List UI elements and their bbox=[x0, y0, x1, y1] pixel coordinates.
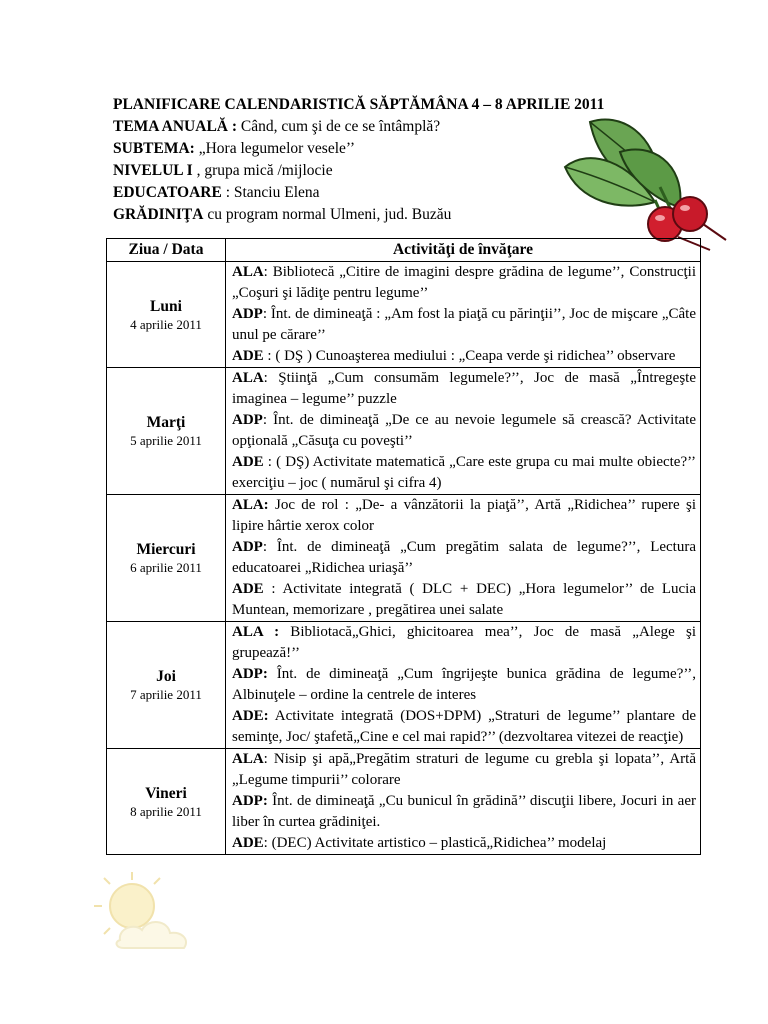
column-header-day: Ziua / Data bbox=[107, 239, 226, 262]
day-name: Miercuri bbox=[136, 541, 196, 558]
activity-item: ADE : ( DŞ) Activitate matematică „Care este grupa cu mai multe obiecte?’’ exerciţiu – joc ( numărul şi cifra 4) bbox=[232, 454, 696, 491]
activities-cell bbox=[226, 262, 701, 368]
day-name: Marţi bbox=[146, 414, 186, 431]
activity-item: ALA: Bibliotecă „Citire de imagini despre grădina de legume’’, Construcţii „Coşuri şi lădiţe pentru legume’’ bbox=[232, 264, 696, 301]
subtema: SUBTEMA: „Hora legumelor vesele’’ bbox=[113, 140, 356, 157]
activity-item: ALA: Joc de rol : „De- a vânzătorii la piaţă’’, Artă „Ridichea’’ rupere şi lipire hârtie xerox color bbox=[232, 497, 696, 534]
activity-item: ALA: Ştiinţă „Cum consumăm legumele?’’, Joc de masă „Întregeşte imaginea – legume’’ puzzle bbox=[232, 370, 696, 407]
gradinita: GRĂDINIŢA cu program normal Ulmeni, jud. Buzău bbox=[113, 206, 452, 223]
activities-cell bbox=[226, 749, 701, 855]
activity-item: ADP: Înt. de dimineaţă : „Am fost la piaţă cu părinţii’’, Joc de mişcare „Câte unul pe cărare’’ bbox=[232, 306, 696, 343]
activity-item: ADE: Activitate integrată (DOS+DPM) „Straturi de legume’’ plantare de seminţe, Joc/ ştafetă„Cine e cel mai rapid?’’ (dezvoltarea vitezei de reacţie) bbox=[232, 708, 696, 745]
activities-cell bbox=[226, 368, 701, 495]
table-row bbox=[107, 495, 701, 622]
activity-item: ADP: Înt. de dimineaţă „Cum îngrijeşte bunica grădina de legume?’’, Albinuţele – ordine la centrele de interes bbox=[232, 666, 696, 703]
day-cell bbox=[107, 749, 226, 855]
activities-cell bbox=[226, 495, 701, 622]
table-row bbox=[107, 749, 701, 855]
activity-item: ADE: (DEC) Activitate artistico – plastică„Ridichea’’ modelaj bbox=[232, 835, 607, 851]
educatoare: EDUCATOARE : Stanciu Elena bbox=[113, 184, 320, 201]
table-header-row bbox=[107, 239, 701, 262]
day-cell bbox=[107, 622, 226, 749]
table-row bbox=[107, 262, 701, 368]
nivel: NIVELUL I , grupa mică /mijlocie bbox=[113, 162, 333, 179]
document-title: PLANIFICARE CALENDARISTICĂ SĂPTĂMÂNA 4 – 8 APRILIE 2011 bbox=[113, 96, 605, 113]
table-row bbox=[107, 368, 701, 495]
activity-item: ADE : ( DŞ ) Cunoaşterea mediului : „Ceapa verde şi ridichea’’ observare bbox=[232, 348, 676, 364]
day-name: Luni bbox=[150, 297, 182, 315]
activity-item: ALA: Nisip şi apă„Pregătim straturi de legume cu grebla şi lopata’’, Artă „Legume timpurii’’ colorare bbox=[232, 751, 696, 788]
day-cell bbox=[107, 495, 226, 622]
day-cell bbox=[107, 368, 226, 495]
day-date: 6 aprilie 2011 bbox=[130, 560, 202, 575]
activities-table bbox=[106, 238, 701, 855]
activity-item: ADP: Înt. de dimineaţă „De ce au nevoie legumele să crească? Activitate opţională „Căsuţa cu poveşti’’ bbox=[232, 412, 696, 449]
day-date: 4 aprilie 2011 bbox=[130, 316, 202, 332]
day-name: Joi bbox=[156, 668, 176, 685]
day-date: 5 aprilie 2011 bbox=[130, 433, 202, 448]
table-row bbox=[107, 622, 701, 749]
activity-item: ADE : Activitate integrată ( DLC + DEC) „Hora legumelor’’ de Lucia Muntean, memorizare , pregătirea unei salate bbox=[232, 581, 696, 618]
day-date: 7 aprilie 2011 bbox=[130, 687, 202, 702]
activity-item: ADP: Înt. de dimineaţă „Cum pregătim salata de legume?’’, Lectura educatoarei „Ridichea uriaşă’’ bbox=[232, 539, 696, 576]
radish-illustration bbox=[560, 112, 730, 252]
activities-cell bbox=[226, 622, 701, 749]
tema-anuala: TEMA ANUALĂ : Când, cum şi de ce se întâmplă? bbox=[113, 118, 441, 135]
day-cell bbox=[107, 262, 226, 368]
day-name: Vineri bbox=[145, 784, 187, 802]
column-header-activities: Activităţi de învăţare bbox=[226, 239, 701, 262]
sun-cloud-watermark bbox=[90, 868, 200, 958]
day-date: 8 aprilie 2011 bbox=[130, 803, 202, 819]
activity-item: ADP: Înt. de dimineaţă „Cu bunicul în grădină’’ discuţii libere, Jocuri in aer liber în curtea grădiniţei. bbox=[232, 793, 696, 830]
activity-item: ALA : Bibliotacă„Ghici, ghicitoarea mea’’, Joc de masă „Alege şi grupează!’’ bbox=[232, 624, 696, 661]
